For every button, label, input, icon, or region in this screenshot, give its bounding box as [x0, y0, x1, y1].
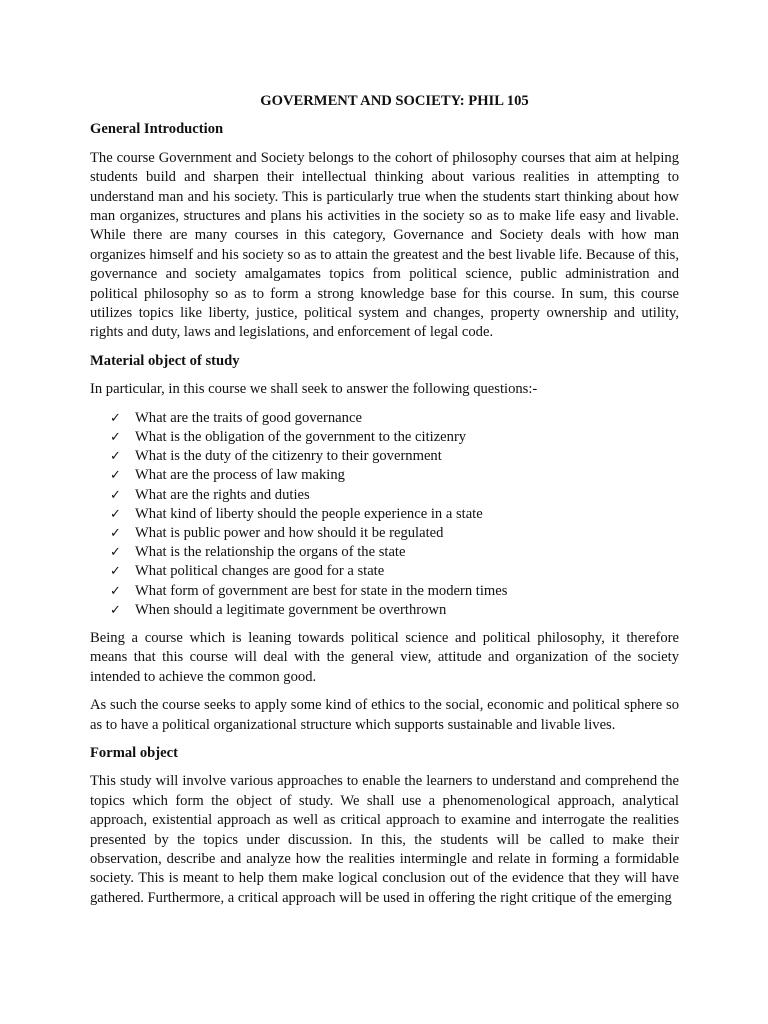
question-text: What is the obligation of the government to the citizenry [135, 428, 467, 445]
list-item [110, 428, 679, 447]
material-object-paragraph-2: As such the course seeks to apply some kind of ethics to the social, economic and political sphere so as to have a political organizational structure which supports sustainable and livable lives. [90, 697, 679, 733]
list-item [110, 505, 679, 524]
question-text: What are the process of law making [135, 467, 345, 484]
checkmark-icon: ✓ [110, 602, 121, 618]
list-item [110, 409, 679, 428]
question-text: What are the traits of good governance [135, 409, 362, 426]
material-object-intro: In particular, in this course we shall seek to answer the following questions:- [90, 381, 538, 398]
question-text: What kind of liberty should the people experience in a state [135, 505, 483, 522]
checkmark-icon: ✓ [110, 410, 121, 426]
list-item [110, 447, 679, 466]
list-item [110, 466, 679, 485]
material-object-paragraph-1: Being a course which is leaning towards political science and political philosophy, it therefore means that this course will deal with the general view, attitude and organization of the society intended to achieve the common good. [90, 629, 679, 685]
question-text: What is public power and how should it be regulated [135, 524, 444, 541]
formal-object-paragraph: This study will involve various approaches to enable the learners to understand and comprehend the topics which form the object of study. We shall use a phenomenological approach, analytical approach, existential approach as well as critical approach to examine and interrogate the realities presented by the topics under discussion. In this, the students will be called to make their observation, describe and analyze how the realities intermingle and relate in forming a formidable society. This is meant to help them make logical conclusion out of the evidence that they will have gathered. Furthermore, a critical approach will be used in offering the right critique of the emerging [90, 773, 679, 906]
question-text: What is the duty of the citizenry to their government [135, 448, 442, 465]
general-introduction-paragraph: The course Government and Society belongs to the cohort of philosophy courses that aim at helping students build and sharpen their intellectual thinking about various realities in attempting to understand man and his society. This is particularly true when the students start thinking about how man organizes, structures and plans his activities in the society so as to make life easy and livable. While there are many courses in this category, Governance and Society deals with how man organizes himself and his society so as to attain the greatest and the best livable life. Because of this, governance and society amalgamates topics from political science, public administration and political philosophy so as to form a strong knowledge base for this course. In sum, this course utilizes topics like liberty, justice, political system and changes, property ownership and utility, rights and duty, laws and legislations, and enforcement of legal code. [90, 149, 679, 341]
checkmark-icon: ✓ [110, 545, 121, 561]
checkmark-icon: ✓ [110, 487, 121, 503]
question-text: What political changes are good for a state [135, 563, 385, 580]
document-title: GOVERMENT AND SOCIETY: PHIL 105 [260, 93, 529, 109]
list-item [110, 543, 679, 562]
question-text: What form of government are best for state in the modern times [135, 582, 508, 599]
checkmark-icon: ✓ [110, 506, 121, 522]
questions-list [90, 409, 679, 620]
checkmark-icon: ✓ [110, 564, 121, 580]
list-item [110, 524, 679, 543]
question-text: When should a legitimate government be overthrown [135, 601, 447, 618]
question-text: What are the rights and duties [135, 486, 310, 503]
list-item [110, 601, 679, 620]
list-item [110, 486, 679, 505]
formal-object-heading: Formal object [90, 744, 178, 761]
list-item [110, 562, 679, 581]
list-item [110, 582, 679, 601]
checkmark-icon: ✓ [110, 525, 121, 541]
document-page [90, 92, 679, 917]
general-introduction-heading: General Introduction [90, 121, 224, 138]
checkmark-icon: ✓ [110, 468, 121, 484]
checkmark-icon: ✓ [110, 449, 121, 465]
question-text: What is the relationship the organs of the state [135, 544, 406, 561]
material-object-heading: Material object of study [90, 352, 240, 369]
checkmark-icon: ✓ [110, 429, 121, 445]
checkmark-icon: ✓ [110, 583, 121, 599]
